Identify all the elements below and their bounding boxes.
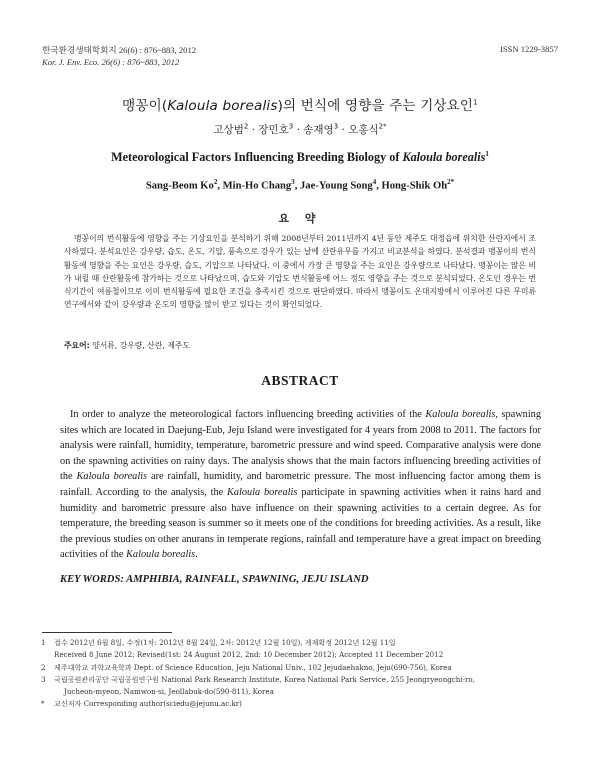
footnote-line: 접수 2012년 6월 8일, 수정(1차: 2012년 8월 24일, 2차: 2012년 12월 10일), 게재확정 2012년 12월 11일 bbox=[54, 638, 396, 647]
title-ko-before: 맹꽁이( bbox=[122, 98, 168, 114]
author-en-affil: 2 bbox=[213, 178, 218, 186]
keywords-english: KEY WORDS: AMPHIBIA, RAINFALL, SPAWNING, JEJU ISLAND bbox=[60, 574, 369, 585]
footnote-mark: 2 bbox=[41, 662, 46, 672]
footnote-corresponding bbox=[41, 698, 559, 710]
keywords-ko-list: 양서류, 강우량, 산란, 제주도 bbox=[89, 341, 190, 350]
authors-english: Sang-Beom Ko$^2$, Min-Ho Chang$^3$, Jae-Young Song$^4$, Hong-Shik $Oh^{2*}$ bbox=[145, 178, 455, 192]
abstract-heading: ABSTRACT bbox=[261, 373, 339, 388]
footnote-line: Jucheon-myeon, Namwon-si, Jeollabuk-do(590-811), Korea bbox=[64, 687, 274, 697]
abstract-species: Kaloula borealis bbox=[425, 409, 496, 420]
abstract-text: . bbox=[195, 549, 198, 561]
footnote-3 bbox=[41, 674, 559, 699]
author-en-affil: 2* bbox=[447, 178, 455, 186]
footnote-mark: 3 bbox=[41, 674, 46, 684]
journal-citation-en: Kor. J. Env. Eco. 26(6) : 876~883, 2012 bbox=[42, 57, 180, 67]
author-en: Hong-Shik Oh bbox=[381, 180, 448, 192]
abstract-paragraph bbox=[60, 407, 541, 563]
abstract-text: , spawning sites which are located in Daejung-Eub, Jeju Island were investigated for 4 years from 2008 to 2011. The factors for analysis were rainfall, humidity, temperature, barometric pressure and wind speed. Comparative analysis were done on the spawning activities on rainy days. The analysis shows that the main factors influencing breeding activities of the bbox=[60, 409, 541, 483]
author-ko-affil: 2* bbox=[378, 122, 387, 131]
author-ko-affil: 3 bbox=[333, 122, 339, 131]
author-en-affil: 4 bbox=[372, 178, 377, 186]
abstract-species: Kaloula borealis bbox=[227, 486, 298, 498]
author-ko-affil: 2 bbox=[243, 122, 249, 131]
title-en-text: Meteorological Factors Influencing Breeding Biology of bbox=[111, 150, 403, 165]
abstract-text: are rainfall, humidity, and barometric pressure. The most influencing factor among them is rainfall. According to the analysis, the bbox=[60, 471, 541, 498]
author-en: Jae-Young Song bbox=[300, 180, 373, 192]
author-ko: 오홍식 bbox=[348, 124, 379, 136]
author-en: Sang-Beom Ko bbox=[145, 180, 214, 192]
summary-heading: 요 약 bbox=[278, 212, 322, 225]
title-korean bbox=[0, 94, 600, 114]
keywords-ko-label: 주요어: bbox=[64, 341, 90, 350]
author-en-affil: 3 bbox=[291, 178, 295, 186]
footnote-mark: * bbox=[41, 699, 45, 709]
footnote-1 bbox=[41, 637, 559, 662]
footnote-line: 교신저자 Corresponding author(sciedu@jejunu.ac.kr) bbox=[54, 699, 242, 709]
author-ko: 송재영 bbox=[303, 124, 334, 136]
footnote-line: 국립공원관리공단 국립공원연구원 National Park Research Institute, Korea National Park Service, 255 Jeongryeongchi-ro, bbox=[54, 674, 475, 684]
title-en-footnote-ref: 1 bbox=[485, 150, 489, 158]
author-ko: 고상범 bbox=[213, 124, 244, 136]
author-ko: 장민호 bbox=[258, 124, 289, 136]
author-en: Min-Ho Chang bbox=[222, 180, 292, 192]
authors-korean: 고상범$^2$ · 장민호$^3$ · 송재영$^3$ · 오홍식$^{2*}$ bbox=[213, 122, 387, 136]
abstract-text: participate in spawning activities when it rains hard and humidity and barometric pressure also have influence on their spawning activities to a certain degree. As for temperature, the breeding season is summer so it meets one of the conditions for breeding activities. As a result, like the previous studies on other anurans in temperate regions, rainfall and temperature have a great impact on breeding activities of the bbox=[60, 486, 541, 561]
summary-paragraph: 맹꽁이의 번식활동에 영향을 주는 기상요인을 분석하기 위해 2008년부터 2011년까지 4년 동안 제주도 대정읍에 위치한 산란지에서 조사하였다. 분석요인은 강우량, 습도, 온도, 기압, 풍속으로 강우가 있는 날에 산란유무를 가지고 비교분석을 하였다. 분석결과 맹꽁이의 번식활동에 영향을 주는 요인은 강우량, 습도, 기압으로 나타났다. 이 중에서 가장 큰 영향을 주는 요인은 강우량으로 나타났다. 맹꽁이는 많은 비가 내릴 때 산란활동에 참가하는 것으로 나타났으며, 습도와 기압도 번식활동에 어느 정도 영향을 주는 것으로 분석되었다. 온도인 경우는 번식기간이 여름철이므로 이미 번식활동에 필요한 조건을 충족시킨 것으로 판단하였다. 따라서 맹꽁이도 온대지방에서 이루어진 다른 무미류 연구에서와 같이 강우량과 온도의 영향을 많이 받고 있다는 것이 확인되었다. bbox=[64, 234, 536, 310]
footnote-line: 제주대학교 과학교육학과 Dept. of Science Education, Jeju National Univ., 102 Jejudaehakno, Jeju(690-756), Korea bbox=[54, 662, 452, 672]
footnote-mark: 1 bbox=[41, 638, 46, 647]
abstract-species: Kaloula borealis bbox=[76, 471, 148, 483]
abstract-text: In order to analyze the meteorological factors influencing breeding activities of the bbox=[70, 409, 426, 420]
issn: ISSN 1229-3857 bbox=[499, 44, 558, 54]
title-ko-species: Kaloula borealis bbox=[167, 98, 278, 114]
title-ko-after: )의 번식에 영향을 주는 기상요인 bbox=[277, 98, 474, 114]
footnote-2 bbox=[41, 662, 559, 674]
footnote-line: Received 8 June 2012; Revised(1st: 24 August 2012, 2nd: 10 December 2012); Accepted 11 December 2012 bbox=[54, 650, 444, 660]
footnotes bbox=[41, 637, 559, 711]
author-ko-affil: 3 bbox=[288, 122, 294, 131]
title-en-species: Kaloula borealis bbox=[402, 150, 486, 165]
title-english bbox=[0, 150, 600, 165]
title-ko-footnote-ref: 1 bbox=[473, 98, 478, 107]
abstract-species: Kaloula borealis bbox=[126, 549, 196, 561]
journal-citation-ko: 한국환경생태학회지 26(6) : 876~883, 2012 bbox=[42, 45, 197, 55]
footnote-divider bbox=[42, 632, 172, 633]
keywords-korean bbox=[64, 340, 536, 351]
